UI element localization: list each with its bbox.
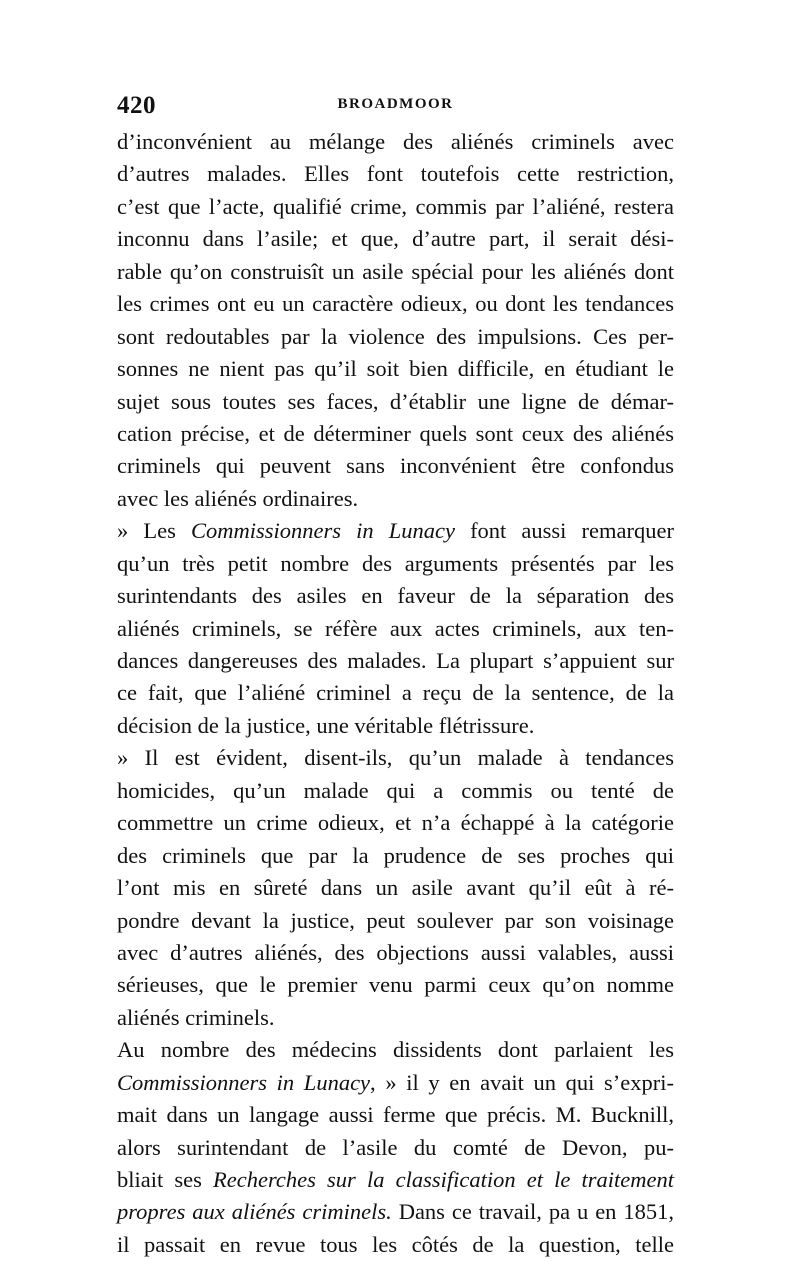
text-segment: sonnes ne nient pas qu’il soit bien difficile, en étudiant le <box>117 356 674 382</box>
italic-text-segment: Recherches sur la classification et le traitement <box>213 1167 674 1192</box>
text-line <box>117 353 674 385</box>
body-text <box>117 126 674 1261</box>
text-line <box>117 742 674 774</box>
italic-text-segment: Commissionners in Lunacy <box>117 1069 371 1095</box>
text-line <box>117 418 674 450</box>
text-segment: décision de la justice, une véritable flétrissure. <box>117 712 535 738</box>
text-segment: sont redoutables par la violence des impulsions. Ces per- <box>117 323 674 349</box>
text-segment: cation précise, et de déterminer quels sont ceux des aliénés <box>117 420 674 446</box>
text-segment: sérieuses, que le premier venu parmi ceux qu’on nomme <box>117 972 674 998</box>
text-segment: les crimes ont eu un caractère odieux, ou dont les tendances <box>117 291 674 317</box>
text-segment: l’ont mis en sûreté dans un asile avant qu’il eût à ré- <box>117 875 674 901</box>
text-line <box>117 515 674 547</box>
text-segment: criminels qui peuvent sans inconvénient être confondus <box>117 453 674 479</box>
text-segment: bliait ses <box>117 1167 214 1192</box>
text-segment: font aussi remarquer <box>454 518 674 544</box>
text-segment: inconnu dans l’asile; et que, d’autre part, il serait dési- <box>117 226 674 252</box>
text-line <box>117 1099 674 1131</box>
text-segment: » Les <box>117 518 191 544</box>
text-line <box>117 450 674 482</box>
text-segment: d’inconvénient au mélange des aliénés criminels avec <box>117 129 674 154</box>
text-segment: commettre un crime odieux, et n’a échappé à la catégorie <box>117 810 674 836</box>
text-segment: Au nombre des médecins dissidents dont parlaient les <box>117 1037 674 1063</box>
text-line <box>117 483 674 515</box>
text-line <box>117 1067 674 1099</box>
text-segment: ce fait, que l’aliéné criminel a reçu de la sentence, de la <box>117 680 674 706</box>
text-line <box>117 840 674 872</box>
text-segment: il passait en revue tous les côtés de la question, telle <box>117 1231 674 1257</box>
text-segment: des criminels que par la prudence de ses proches qui <box>117 842 674 868</box>
text-line <box>117 872 674 904</box>
text-line <box>117 223 674 255</box>
text-line <box>117 126 674 158</box>
text-segment: avec d’autres aliénés, des objections aussi valables, aussi <box>117 939 674 965</box>
text-segment: sujet sous toutes ses faces, d’établir une ligne de démar- <box>117 388 674 414</box>
page-number: 420 <box>117 92 156 119</box>
text-segment: surintendants des asiles en faveur de la séparation des <box>117 583 674 609</box>
running-title: BROADMOOR <box>337 96 454 112</box>
text-line <box>117 288 674 320</box>
text-segment: alors surintendant de l’asile du comté de Devon, pu- <box>117 1134 674 1160</box>
text-segment: Dans ce travail, pa u en 1851, <box>391 1199 674 1225</box>
text-line <box>117 548 674 580</box>
text-line <box>117 677 674 709</box>
text-line <box>117 256 674 288</box>
page-header <box>117 92 674 124</box>
text-segment: aliénés criminels. <box>117 1004 275 1030</box>
text-segment: d’autres malades. Elles font toutefois cette restriction, <box>117 161 674 187</box>
text-segment: , » il y en avait un qui s’expri- <box>370 1069 674 1095</box>
text-line <box>117 937 674 969</box>
text-line <box>117 580 674 612</box>
text-segment: mait dans un langage aussi ferme que précis. M. Bucknill, <box>117 1102 674 1128</box>
text-segment: avec les aliénés ordinaires. <box>117 485 359 511</box>
text-line <box>117 158 674 190</box>
text-line <box>117 191 674 223</box>
text-line <box>117 613 674 645</box>
text-segment: pondre devant la justice, peut soulever par son voisinage <box>117 907 674 933</box>
text-line <box>117 1132 674 1164</box>
text-line <box>117 905 674 937</box>
text-segment: » Il est évident, disent-ils, qu’un malade à tendances <box>117 745 674 771</box>
text-segment: rable qu’on construisît un asile spécial pour les aliénés dont <box>117 258 674 284</box>
text-line <box>117 1034 674 1066</box>
text-segment: aliénés criminels, se réfère aux actes criminels, aux ten- <box>117 615 674 641</box>
text-line <box>117 321 674 353</box>
text-line <box>117 1164 674 1196</box>
text-line <box>117 1002 674 1034</box>
italic-text-segment: Commissionners in Lunacy <box>190 518 455 544</box>
text-line <box>117 1196 674 1228</box>
text-line <box>117 969 674 1001</box>
text-segment: c’est que l’acte, qualifié crime, commis par l’aliéné, restera <box>117 193 674 219</box>
text-line <box>117 775 674 807</box>
text-line <box>117 386 674 418</box>
text-line <box>117 645 674 677</box>
text-line <box>117 1229 674 1261</box>
text-segment: qu’un très petit nombre des arguments présentés par les <box>117 550 674 576</box>
text-segment: homicides, qu’un malade qui a commis ou tenté de <box>117 777 674 803</box>
italic-text-segment: propres aux aliénés criminels. <box>117 1199 392 1225</box>
text-line <box>117 807 674 839</box>
text-segment: dances dangereuses des malades. La plupart s’appuient sur <box>117 648 674 673</box>
text-line <box>117 710 674 742</box>
